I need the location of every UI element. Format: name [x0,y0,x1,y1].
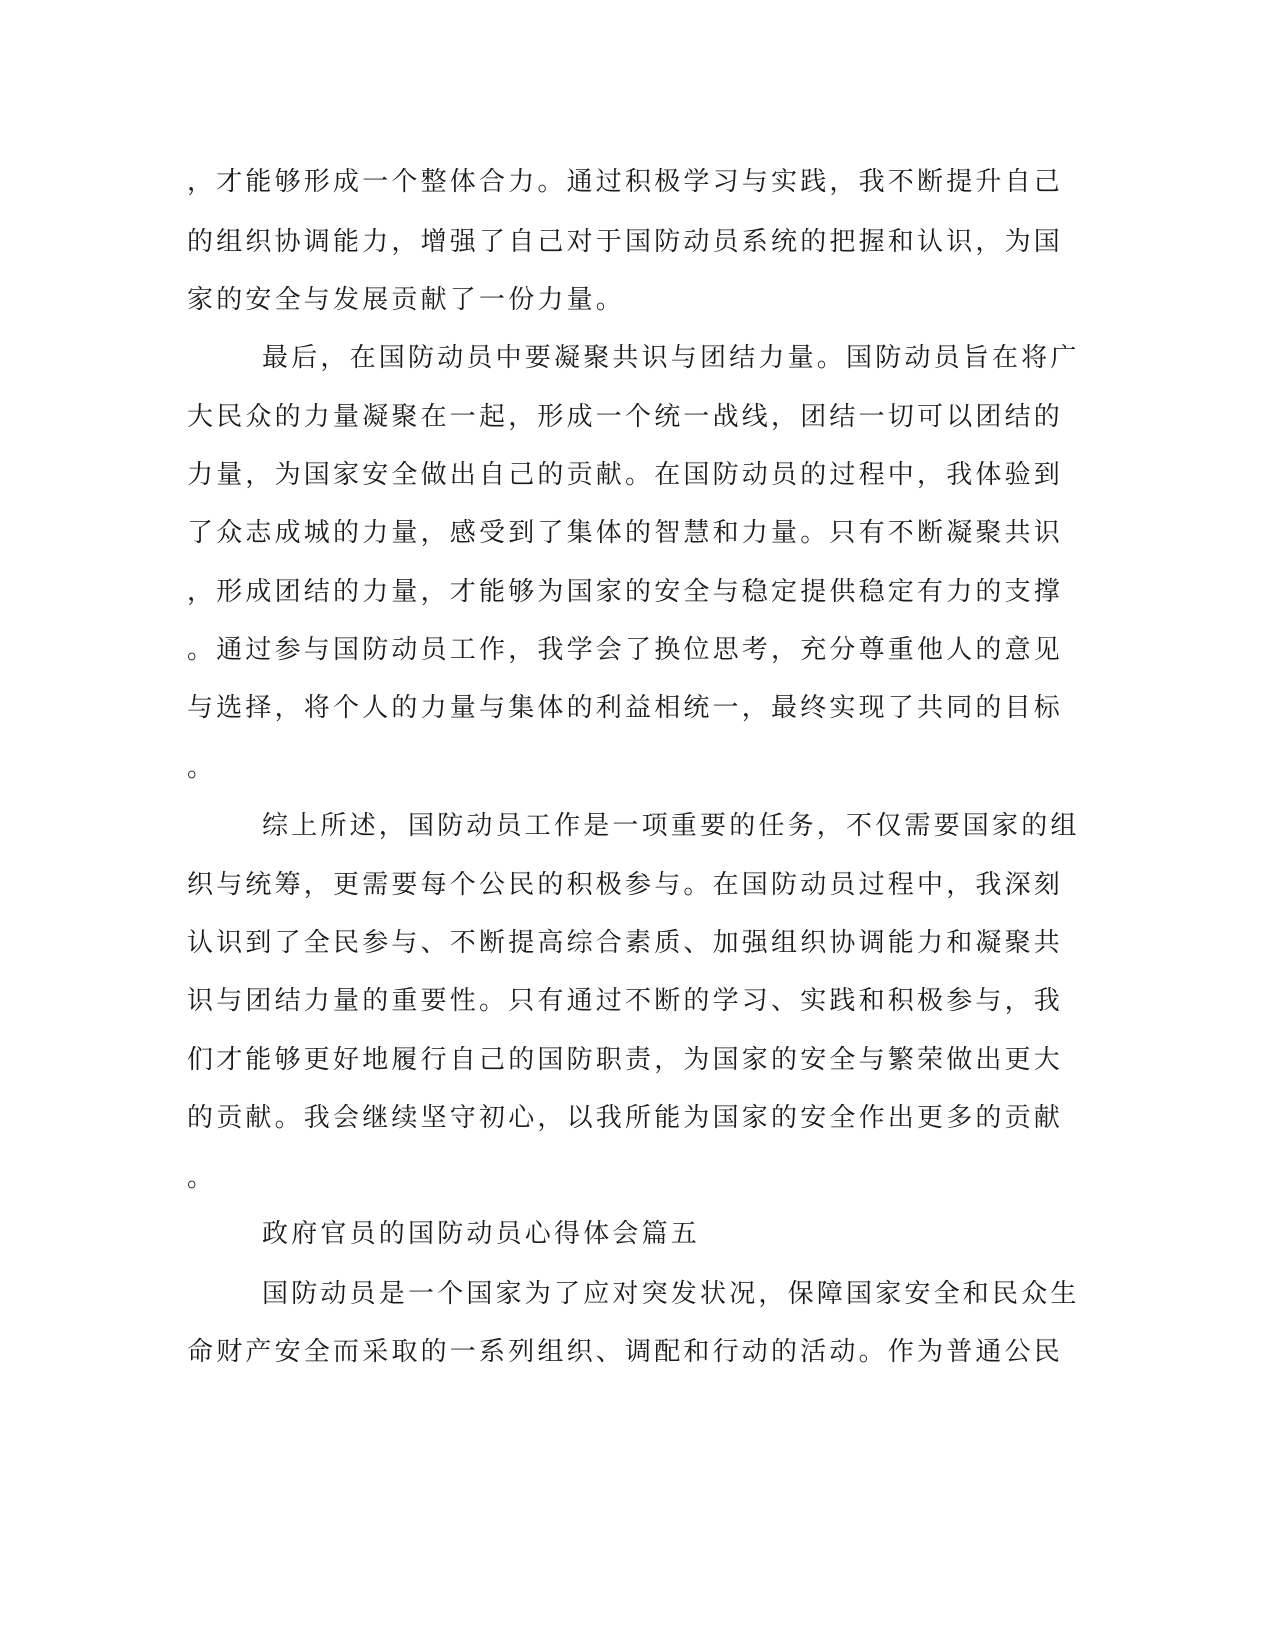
paragraph-first-line: 综上所述，国防动员工作是一项重要的任务，不仅需要国家的组 [262,811,1080,841]
text-line: 力量，为国家安全做出自己的贡献。在国防动员的过程中，我体验到 [187,460,1064,490]
text-line: 命财产安全而采取的一系列组织、调配和行动的活动。作为普通公民 [187,1337,1064,1367]
text-line: 。通过参与国防动员工作，我学会了换位思考，充分尊重他人的意见 [187,635,1064,665]
text-line: 家的安全与发展贡献了一份力量。 [187,285,626,315]
text-line: 织与统筹，更需要每个公民的积极参与。在国防动员过程中，我深刻 [187,870,1064,900]
paragraph-first-line: 最后，在国防动员中要凝聚共识与团结力量。国防动员旨在将广 [262,343,1080,373]
text-line: 与选择，将个人的力量与集体的利益相统一，最终实现了共同的目标 [187,693,1064,723]
section-heading: 政府官员的国防动员心得体会篇五 [262,1219,701,1249]
paragraph-first-line: 国防动员是一个国家为了应对突发状况，保障国家安全和民众生 [262,1279,1080,1309]
text-line: 了众志成城的力量，感受到了集体的智慧和力量。只有不断凝聚共识 [187,518,1064,548]
text-line: 。 [187,1163,217,1193]
text-line: 识与团结力量的重要性。只有通过不断的学习、实践和积极参与，我 [187,986,1064,1016]
text-line: 大民众的力量凝聚在一起，形成一个统一战线，团结一切可以团结的 [187,402,1064,432]
text-line: 的贡献。我会继续坚守初心，以我所能为国家的安全作出更多的贡献 [187,1103,1064,1133]
text-line: 认识到了全民参与、不断提高综合素质、加强组织协调能力和凝聚共 [187,928,1064,958]
text-line: ，才能够形成一个整体合力。通过积极学习与实践，我不断提升自己 [187,167,1064,197]
text-line: 们才能够更好地履行自己的国防职责，为国家的安全与繁荣做出更大 [187,1045,1064,1075]
text-line: 。 [187,753,217,783]
text-line: 的组织协调能力，增强了自己对于国防动员系统的把握和认识，为国 [187,227,1064,257]
text-line: ，形成团结的力量，才能够为国家的安全与稳定提供稳定有力的支撑 [187,577,1064,607]
